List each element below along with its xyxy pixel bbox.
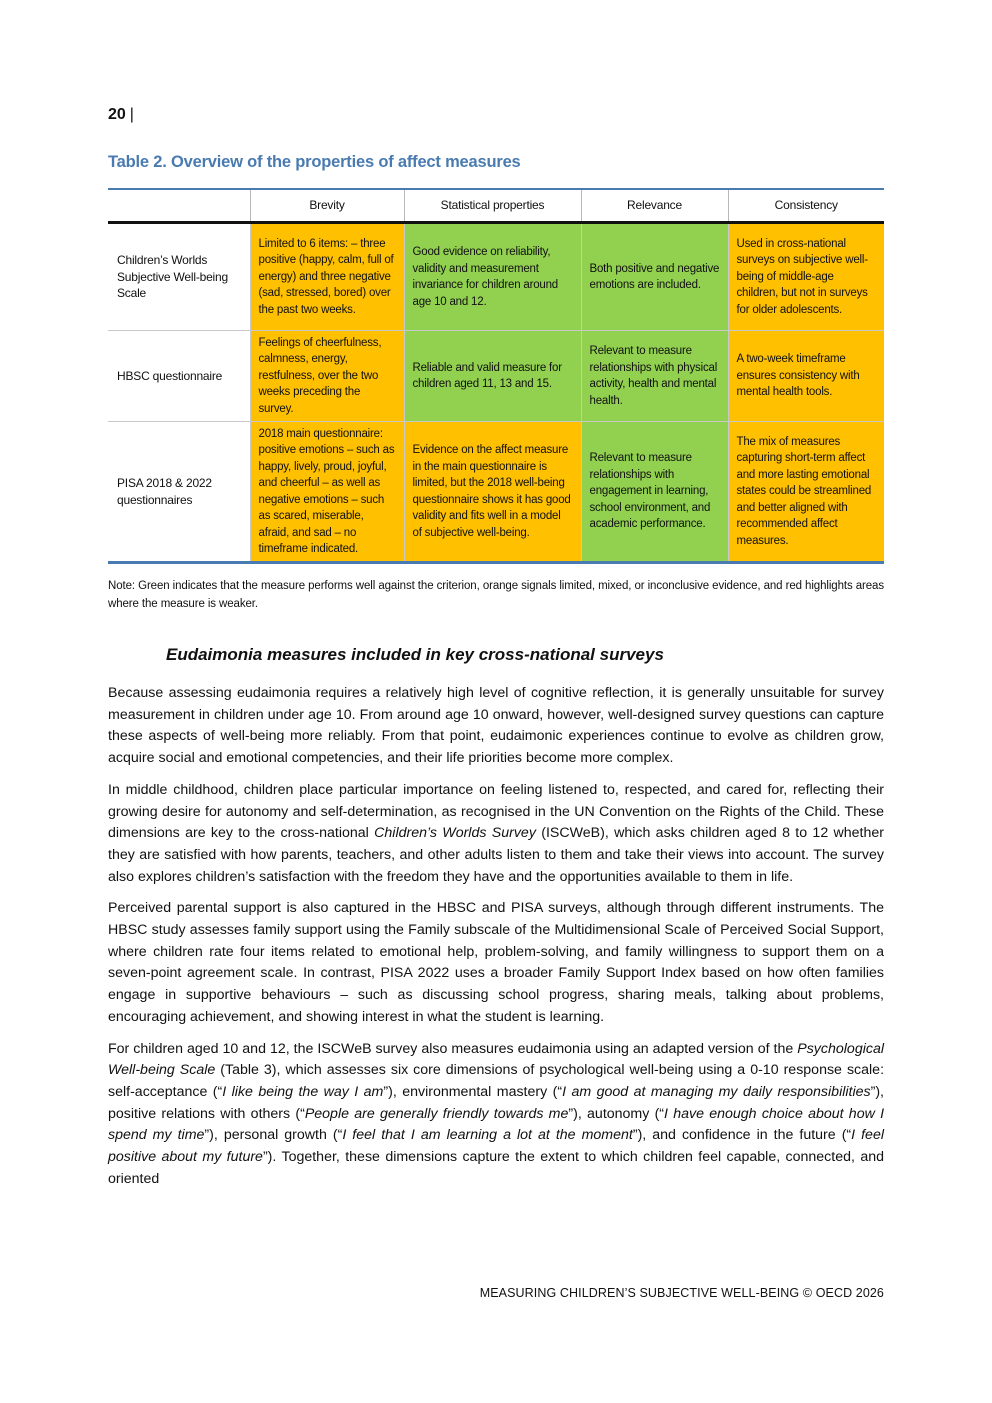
affect-measures-table [108, 188, 884, 564]
table-row [108, 422, 884, 563]
page-number [108, 106, 134, 124]
row-label-pisa: PISA 2018 & 2022 questionnaires [108, 422, 250, 563]
section-heading: Eudaimonia measures included in key cross-national surveys [166, 645, 664, 664]
cell-consistency: Used in cross-national surveys on subjective well-being of middle-age children, but not in surveys for older adolescents. [728, 223, 884, 331]
paragraph: Because assessing eudaimonia requires a relatively high level of cognitive reflection, it is generally unsuitable for survey measurement in children under age 10. From around age 10 onward, however, well-designed survey questions can capture these aspects of well-being more reliably. From that point, eudaimonic experiences continue to evolve as children grow, acquire social and emotional competencies, and their life priorities become more complex. [108, 685, 884, 767]
page-footer: MEASURING CHILDREN’S SUBJECTIVE WELL-BEING © OECD 2026 [479, 1286, 884, 1300]
cell-relevance: Relevant to measure relationships with physical activity, health and mental health. [581, 331, 728, 422]
header-statistical-properties: Statistical properties [404, 189, 581, 223]
cell-consistency: A two-week timeframe ensures consistency with mental health tools. [728, 331, 884, 422]
page-number-value: 20 [108, 106, 126, 123]
row-label-childrens-worlds: Children’s Worlds Subjective Well-being Scale [108, 223, 250, 331]
row-label-hbsc: HBSC questionnaire [108, 331, 250, 422]
cell-statistical-properties: Evidence on the affect measure in the main questionnaire is limited, but the 2018 well-being questionnaire shows it has good validity and fits well in a model of subjective well-being. [404, 422, 581, 563]
paragraph: For children aged 10 and 12, the ISCWeB survey also measures eudaimonia using an adapted version of the Psychological Well-being Scale (Table 3), which assesses six core dimensions of psychological well-being using a 0-10 response scale: self-acceptance (“I like being the way I am”), environmental mastery (“I am good at managing my daily responsibilities”), positive relations with others (“People are generally friendly towards me”), autonomy (“I have enough choice about how I spend my time”), personal growth (“I feel that I am learning a lot at the moment”), and confidence in the future (“I feel positive about my future”). Together, these dimensions capture the extent to which children feel capable, connected, and oriented [108, 1040, 885, 1187]
body-text [108, 683, 884, 1200]
header-relevance: Relevance [581, 189, 728, 223]
cell-statistical-properties: Reliable and valid measure for children aged 11, 13 and 15. [404, 331, 581, 422]
cell-relevance: Relevant to measure relationships with engagement in learning, school environment, and academic performance. [581, 422, 728, 563]
table-title: Table 2. Overview of the properties of affect measures [108, 153, 521, 171]
page-number-separator: | [129, 106, 134, 123]
header-consistency: Consistency [728, 189, 884, 223]
table-header-row [108, 189, 884, 223]
table-note: Note: Green indicates that the measure performs well against the criterion, orange signals limited, mixed, or inconclusive evidence, and red highlights areas where the measure is weaker. [108, 580, 884, 610]
cell-brevity: Limited to 6 items: – three positive (happy, calm, full of energy) and three negative (sad, stressed, bored) over the past two weeks. [250, 223, 404, 331]
table-row [108, 223, 884, 331]
header-blank-cell [108, 189, 250, 223]
header-brevity: Brevity [250, 189, 404, 223]
cell-relevance: Both positive and negative emotions are included. [581, 223, 728, 331]
paragraph: In middle childhood, children place particular importance on feeling listened to, respected, and cared for, reflecting their growing desire for autonomy and self-determination, as recognised in the UN Convention on the Rights of the Child. These dimensions are key to the cross-national Children’s Worlds Survey (ISCWeB), which asks children aged 8 to 12 whether they are satisfied with how parents, teachers, and other adults listen to them and take their views into account. The survey also explores children’s satisfaction with the freedom they have and the opportunities available to them in life. [108, 781, 885, 885]
cell-consistency: The mix of measures capturing short-term affect and more lasting emotional states could be streamlined and better aligned with recommended affect measures. [728, 422, 884, 563]
paragraph: Perceived parental support is also captured in the HBSC and PISA surveys, although through different instruments. The HBSC study assesses family support using the Family subscale of the Multidimensional Scale of Perceived Social Support, where children rate four items related to emotional help, problem-solving, and family willingness to support them on a seven-point agreement scale. In contrast, PISA 2022 uses a broader Family Support Index based on how often families engage in supportive behaviours – such as discussing school progress, sharing meals, talking about problems, encouraging achievement, and showing interest in what the student is learning. [108, 900, 884, 1025]
cell-brevity: Feelings of cheerfulness, calmness, energy, restfulness, over the two weeks preceding the survey. [250, 331, 404, 422]
table-row [108, 331, 884, 422]
cell-statistical-properties: Good evidence on reliability, validity and measurement invariance for children around age 10 and 12. [404, 223, 581, 331]
cell-brevity: 2018 main questionnaire: positive emotions – such as happy, lively, proud, joyful, and cheerful – as well as negative emotions – such as scared, miserable, afraid, and sad – no timeframe indicated. [250, 422, 404, 563]
